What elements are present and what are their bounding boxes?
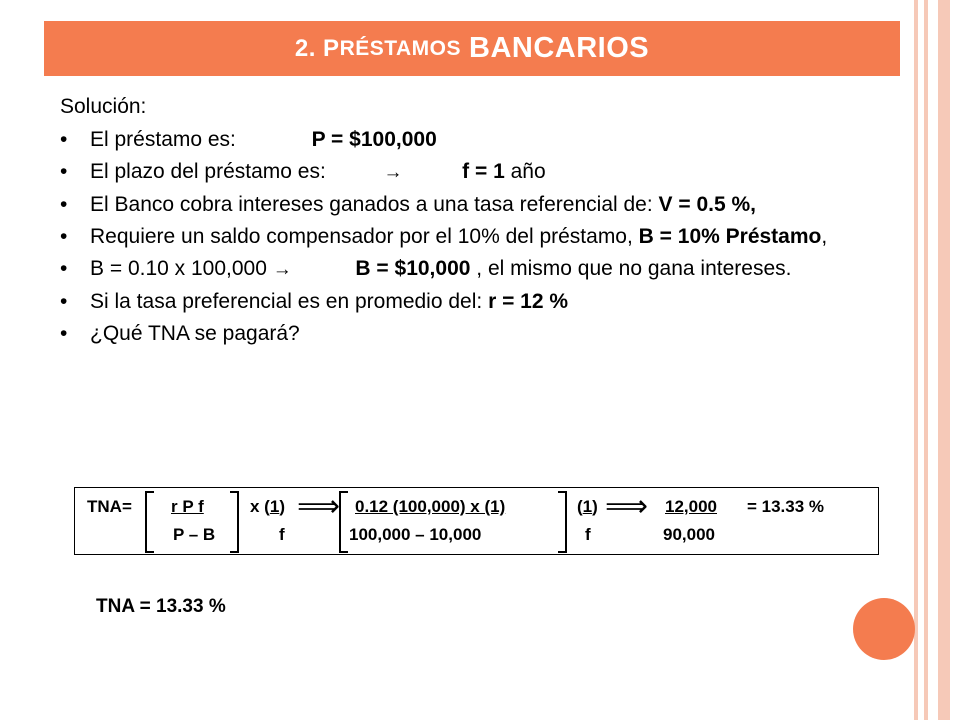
implies-arrow-icon: ⟹ — [605, 490, 649, 523]
formula-lhs: TNA= — [87, 497, 132, 516]
fraction3-numerator: 12,000 — [665, 497, 717, 516]
item-suffix: , — [821, 225, 828, 248]
item-text: ¿Qué TNA se pagará? — [90, 322, 300, 345]
fraction2-denominator: 100,000 – 10,000 — [349, 525, 482, 544]
item-value: r = 12 % — [488, 290, 569, 313]
item-value: B = 10% Préstamo — [638, 225, 822, 248]
implies-arrow-icon: ⟹ — [297, 490, 341, 523]
item-text: El préstamo es: — [90, 128, 236, 151]
bullet-list — [60, 127, 882, 347]
bullet-icon: • — [60, 225, 68, 248]
close-paren: ) — [592, 497, 598, 516]
formula-result: = 13.33 % — [747, 497, 825, 516]
bullet-icon: • — [60, 322, 68, 345]
formula-box — [74, 487, 879, 555]
item-text: El Banco cobra intereses ganados a una tasa referencial de: — [90, 193, 653, 216]
item-value: P = $100,000 — [311, 128, 437, 151]
fraction1-denominator: P – B — [173, 525, 216, 544]
f-denominator: f — [279, 525, 285, 544]
decorative-circle — [853, 598, 915, 660]
bullet-icon: • — [60, 128, 68, 151]
item-text: Requiere un saldo compensador por el 10% del préstamo, — [90, 225, 633, 248]
list-item — [60, 321, 882, 347]
item-text: B = 0.10 x 100,000 — [90, 257, 267, 280]
fraction2-numerator: 0.12 (100,000) x (1) — [355, 497, 506, 516]
arrow-right-icon: → — [383, 162, 403, 183]
stripe — [938, 0, 950, 720]
item-text: Si la tasa preferencial es en promedio del: — [90, 290, 483, 313]
list-item — [60, 159, 882, 186]
decorative-stripes — [908, 0, 960, 720]
title-part3: BANCARIOS — [469, 32, 650, 64]
bullet-icon: • — [60, 257, 68, 280]
bullet-icon: • — [60, 290, 68, 313]
f-denominator: f — [585, 525, 591, 544]
bullet-icon: • — [60, 160, 68, 183]
list-item — [60, 289, 882, 315]
left-bracket — [339, 491, 348, 553]
stripe — [924, 0, 928, 720]
right-bracket — [558, 491, 567, 553]
solution-label: Solución: — [60, 95, 147, 118]
times-symbol: x ( — [250, 497, 270, 516]
item-value: B = $10,000 — [355, 257, 471, 280]
fraction3-denominator: 90,000 — [663, 525, 715, 544]
list-item — [60, 192, 882, 218]
final-result: TNA = 13.33 % — [96, 596, 226, 617]
open-paren: ( — [577, 497, 583, 516]
stripe — [914, 0, 918, 720]
bullet-icon: • — [60, 193, 68, 216]
fraction1-numerator: r P f — [171, 497, 204, 516]
item-value: V = 0.5 %, — [658, 193, 757, 216]
item-suffix: año — [510, 160, 546, 183]
one-numerator: 1 — [269, 497, 280, 516]
title-part2: RÉSTAMOS — [339, 36, 462, 60]
solution-content — [60, 94, 882, 353]
close-paren: ) — [279, 497, 285, 516]
arrow-right-icon: → — [272, 259, 292, 280]
item-suffix: , el mismo que no gana intereses. — [476, 257, 792, 280]
one-numerator: 1 — [582, 497, 593, 516]
item-value: f = 1 — [462, 160, 505, 183]
item-text: El plazo del préstamo es: — [90, 160, 326, 183]
list-item — [60, 256, 882, 283]
title-part1: 2. P — [294, 34, 340, 62]
left-bracket — [145, 491, 154, 553]
title-bar — [44, 21, 900, 76]
list-item — [60, 224, 882, 250]
right-bracket — [230, 491, 239, 553]
list-item — [60, 127, 882, 153]
